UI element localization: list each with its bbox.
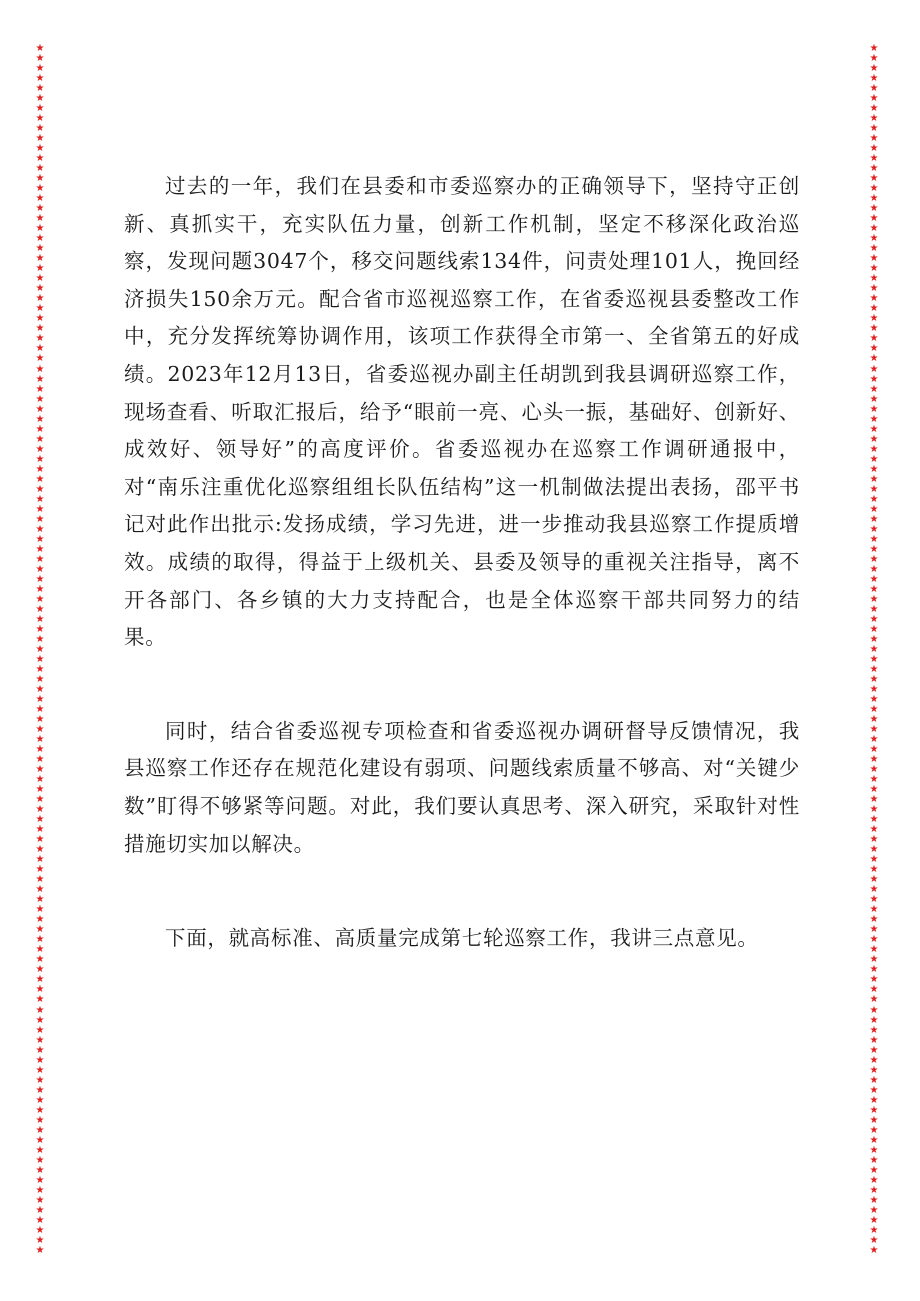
star-icon: ★ <box>35 1124 45 1136</box>
star-icon: ★ <box>35 914 45 926</box>
star-icon: ★ <box>35 283 45 295</box>
star-icon: ★ <box>35 894 45 906</box>
star-icon: ★ <box>869 373 879 385</box>
star-icon: ★ <box>35 593 45 605</box>
star-icon: ★ <box>869 263 879 275</box>
star-icon: ★ <box>869 874 879 886</box>
star-icon: ★ <box>869 1054 879 1066</box>
star-icon: ★ <box>35 44 45 54</box>
star-icon: ★ <box>35 633 45 645</box>
star-icon: ★ <box>35 1044 45 1056</box>
star-icon: ★ <box>869 804 879 816</box>
star-icon: ★ <box>35 363 45 375</box>
star-icon: ★ <box>35 513 45 525</box>
star-icon: ★ <box>35 63 45 75</box>
paragraph-opinions-intro: 下面，就高标准、高质量完成第七轮巡察工作，我讲三点意见。 <box>165 926 759 951</box>
star-icon: ★ <box>869 333 879 345</box>
star-icon: ★ <box>35 1114 45 1126</box>
star-icon: ★ <box>869 243 879 255</box>
star-icon: ★ <box>35 1234 45 1246</box>
star-icon: ★ <box>35 193 45 205</box>
star-icon: ★ <box>869 113 879 125</box>
star-icon: ★ <box>869 533 879 545</box>
star-icon: ★ <box>869 994 879 1006</box>
star-icon: ★ <box>869 834 879 846</box>
star-icon: ★ <box>35 673 45 685</box>
star-icon: ★ <box>869 964 879 976</box>
star-icon: ★ <box>35 443 45 455</box>
star-icon: ★ <box>869 293 879 305</box>
star-icon: ★ <box>869 473 879 485</box>
star-icon: ★ <box>35 133 45 145</box>
star-icon: ★ <box>869 483 879 495</box>
star-icon: ★ <box>35 824 45 836</box>
star-icon: ★ <box>869 904 879 916</box>
star-icon: ★ <box>35 1014 45 1026</box>
star-icon: ★ <box>35 163 45 175</box>
star-icon: ★ <box>869 203 879 215</box>
star-icon: ★ <box>35 1244 45 1256</box>
star-icon: ★ <box>869 754 879 766</box>
star-icon: ★ <box>35 263 45 275</box>
star-icon: ★ <box>35 563 45 575</box>
star-icon: ★ <box>869 463 879 475</box>
star-icon: ★ <box>35 223 45 235</box>
star-icon: ★ <box>35 253 45 265</box>
star-icon: ★ <box>869 163 879 175</box>
star-icon: ★ <box>35 313 45 325</box>
star-icon: ★ <box>869 854 879 866</box>
star-icon: ★ <box>869 83 879 95</box>
star-icon: ★ <box>869 774 879 786</box>
star-icon: ★ <box>35 994 45 1006</box>
star-icon: ★ <box>35 243 45 255</box>
star-icon: ★ <box>869 53 879 65</box>
star-icon: ★ <box>35 553 45 565</box>
star-icon: ★ <box>35 373 45 385</box>
star-icon: ★ <box>869 684 879 695</box>
star-icon: ★ <box>869 643 879 655</box>
star-icon: ★ <box>869 423 879 435</box>
star-icon: ★ <box>869 383 879 395</box>
star-icon: ★ <box>869 353 879 365</box>
star-icon: ★ <box>35 1154 45 1166</box>
star-icon: ★ <box>869 153 879 165</box>
star-icon: ★ <box>35 523 45 535</box>
star-icon: ★ <box>35 814 45 826</box>
star-icon: ★ <box>869 1194 879 1206</box>
star-icon: ★ <box>869 824 879 836</box>
star-icon: ★ <box>35 1024 45 1036</box>
star-icon: ★ <box>35 694 45 706</box>
star-icon: ★ <box>869 253 879 265</box>
star-icon: ★ <box>869 403 879 415</box>
star-icon: ★ <box>35 473 45 485</box>
star-icon: ★ <box>35 493 45 505</box>
star-icon: ★ <box>35 744 45 756</box>
star-icon: ★ <box>869 583 879 595</box>
star-icon: ★ <box>869 523 879 535</box>
star-icon: ★ <box>869 724 879 736</box>
star-icon: ★ <box>35 984 45 996</box>
star-icon: ★ <box>869 513 879 525</box>
star-icon: ★ <box>35 613 45 625</box>
star-icon: ★ <box>35 1054 45 1066</box>
star-icon: ★ <box>35 884 45 896</box>
star-icon: ★ <box>35 754 45 766</box>
star-icon: ★ <box>869 633 879 645</box>
star-icon: ★ <box>35 503 45 515</box>
star-icon: ★ <box>35 403 45 415</box>
star-icon: ★ <box>35 173 45 185</box>
star-icon: ★ <box>869 1114 879 1126</box>
star-icon: ★ <box>869 1244 879 1256</box>
star-icon: ★ <box>869 143 879 155</box>
star-icon: ★ <box>35 573 45 585</box>
star-icon: ★ <box>869 433 879 445</box>
star-icon: ★ <box>869 173 879 185</box>
star-icon: ★ <box>35 794 45 806</box>
star-icon: ★ <box>35 804 45 816</box>
star-icon: ★ <box>869 563 879 575</box>
star-icon: ★ <box>869 1064 879 1076</box>
star-icon: ★ <box>869 63 879 75</box>
star-icon: ★ <box>869 663 879 675</box>
star-icon: ★ <box>35 623 45 635</box>
star-icon: ★ <box>869 343 879 355</box>
star-icon: ★ <box>869 844 879 856</box>
star-icon: ★ <box>35 704 45 716</box>
star-icon: ★ <box>35 93 45 105</box>
star-icon: ★ <box>35 153 45 165</box>
star-icon: ★ <box>869 954 879 966</box>
star-icon: ★ <box>35 1224 45 1236</box>
star-icon: ★ <box>869 623 879 635</box>
star-icon: ★ <box>869 363 879 375</box>
star-icon: ★ <box>869 213 879 225</box>
star-icon: ★ <box>869 764 879 776</box>
star-icon: ★ <box>35 1194 45 1206</box>
star-icon: ★ <box>869 303 879 315</box>
star-icon: ★ <box>35 774 45 786</box>
star-icon: ★ <box>35 834 45 846</box>
star-icon: ★ <box>869 1214 879 1226</box>
star-icon: ★ <box>869 123 879 135</box>
star-icon: ★ <box>869 1164 879 1176</box>
star-icon: ★ <box>35 954 45 966</box>
star-icon: ★ <box>35 1164 45 1176</box>
star-icon: ★ <box>35 423 45 435</box>
star-icon: ★ <box>35 543 45 555</box>
star-icon: ★ <box>869 1094 879 1106</box>
star-icon: ★ <box>869 73 879 85</box>
star-icon: ★ <box>869 1044 879 1056</box>
star-icon: ★ <box>35 393 45 405</box>
star-icon: ★ <box>35 1204 45 1216</box>
star-icon: ★ <box>35 1064 45 1076</box>
paragraph-achievements: 过去的一年，我们在县委和市委巡察办的正确领导下，坚持守正创新、真抓实干，充实队伍力量，创新工作机制，坚定不移深化政治巡察，发现问题3047个，移交问题线索134件，问责处理101人，挽回经济损失150余万元。配合省市巡视巡察工作，在省委巡视县委整改工作中，充分发挥统筹协调作用，该项工作获得全市第一、全省第五的好成绩。2023年12月13日，省委巡视办副主任胡凯到我县调研巡察工作，现场查看、听取汇报后，给予“眼前一亮、心头一振，基础好、创新好、成效好、领导好”的高度评价。省委巡视办在巡察工作调研通报中，对“南乐注重优化巡察组组长队伍结构”这一机制做法提出表扬，邵平书记对此作出批示:发扬成绩，学习先进，进一步推动我县巡察工作提质增效。成绩的取得，得益于上级机关、县委及领导的重视关注指导，离不开各部门、各乡镇的大力支持配合，也是全体巡察干部共同努力的结果。 <box>124 174 800 650</box>
paragraph-shortcomings: 同时，结合省委巡视专项检查和省委巡视办调研督导反馈情况，我县巡察工作还存在规范化建设有弱项、问题线索质量不够高、对“关键少数”盯得不够紧等问题。对此，我们要认真思考、深入研究，采取针对性措施切实加以解决。 <box>124 718 800 856</box>
star-icon: ★ <box>35 353 45 365</box>
star-icon: ★ <box>35 413 45 425</box>
star-icon: ★ <box>869 1074 879 1086</box>
document-body <box>124 168 800 958</box>
star-icon: ★ <box>35 323 45 335</box>
star-icon: ★ <box>35 183 45 195</box>
star-icon: ★ <box>35 1084 45 1096</box>
star-icon: ★ <box>869 984 879 996</box>
star-icon: ★ <box>869 413 879 425</box>
star-icon: ★ <box>869 714 879 726</box>
star-icon: ★ <box>35 603 45 615</box>
star-icon: ★ <box>35 974 45 986</box>
star-icon: ★ <box>35 944 45 956</box>
star-icon: ★ <box>869 794 879 806</box>
star-icon: ★ <box>869 694 879 706</box>
star-icon: ★ <box>35 653 45 665</box>
star-icon: ★ <box>35 1184 45 1196</box>
star-icon: ★ <box>869 193 879 205</box>
star-icon: ★ <box>869 233 879 245</box>
star-icon: ★ <box>35 1074 45 1086</box>
star-icon: ★ <box>869 814 879 826</box>
star-icon: ★ <box>869 1084 879 1096</box>
star-icon: ★ <box>35 663 45 675</box>
star-icon: ★ <box>869 453 879 465</box>
star-icon: ★ <box>869 313 879 325</box>
star-icon: ★ <box>35 233 45 245</box>
star-icon: ★ <box>35 333 45 345</box>
star-icon: ★ <box>869 864 879 876</box>
star-icon: ★ <box>869 543 879 555</box>
star-icon: ★ <box>869 884 879 896</box>
star-icon: ★ <box>869 744 879 756</box>
star-icon: ★ <box>869 133 879 145</box>
star-icon: ★ <box>869 93 879 105</box>
star-icon: ★ <box>869 44 879 54</box>
star-icon: ★ <box>35 1104 45 1116</box>
star-icon: ★ <box>869 944 879 956</box>
star-icon: ★ <box>35 874 45 886</box>
star-icon: ★ <box>35 714 45 726</box>
star-icon: ★ <box>869 894 879 906</box>
star-icon: ★ <box>869 1024 879 1036</box>
star-icon: ★ <box>869 1204 879 1216</box>
star-icon: ★ <box>869 273 879 285</box>
star-icon: ★ <box>869 1134 879 1146</box>
star-icon: ★ <box>35 213 45 225</box>
star-icon: ★ <box>35 383 45 395</box>
star-icon: ★ <box>35 103 45 115</box>
star-icon: ★ <box>35 293 45 305</box>
star-icon: ★ <box>35 964 45 976</box>
star-icon: ★ <box>869 393 879 405</box>
star-icon: ★ <box>35 854 45 866</box>
star-icon: ★ <box>869 443 879 455</box>
star-icon: ★ <box>35 904 45 916</box>
star-icon: ★ <box>35 113 45 125</box>
star-icon: ★ <box>35 453 45 465</box>
star-icon: ★ <box>35 433 45 445</box>
star-icon: ★ <box>35 273 45 285</box>
star-icon: ★ <box>35 1034 45 1046</box>
star-icon: ★ <box>35 784 45 796</box>
star-icon: ★ <box>869 784 879 796</box>
star-icon: ★ <box>35 924 45 936</box>
star-icon: ★ <box>35 1174 45 1186</box>
star-icon: ★ <box>35 684 45 695</box>
star-icon: ★ <box>35 1134 45 1146</box>
star-icon: ★ <box>35 143 45 155</box>
star-icon: ★ <box>35 463 45 475</box>
star-icon: ★ <box>869 593 879 605</box>
star-icon: ★ <box>35 734 45 746</box>
star-icon: ★ <box>869 974 879 986</box>
star-icon: ★ <box>35 343 45 355</box>
star-icon: ★ <box>869 704 879 716</box>
left-star-border <box>33 44 47 1256</box>
star-icon: ★ <box>869 914 879 926</box>
star-icon: ★ <box>35 303 45 315</box>
star-icon: ★ <box>35 1214 45 1226</box>
star-icon: ★ <box>35 1094 45 1106</box>
star-icon: ★ <box>869 653 879 665</box>
star-icon: ★ <box>869 1034 879 1046</box>
star-icon: ★ <box>869 734 879 746</box>
star-icon: ★ <box>35 764 45 776</box>
star-icon: ★ <box>35 844 45 856</box>
star-icon: ★ <box>869 283 879 295</box>
star-icon: ★ <box>35 533 45 545</box>
star-icon: ★ <box>869 1184 879 1196</box>
star-icon: ★ <box>869 924 879 936</box>
star-icon: ★ <box>35 73 45 85</box>
star-icon: ★ <box>35 864 45 876</box>
star-icon: ★ <box>869 1154 879 1166</box>
star-icon: ★ <box>869 1124 879 1136</box>
star-icon: ★ <box>35 934 45 946</box>
star-icon: ★ <box>869 1144 879 1156</box>
star-icon: ★ <box>35 53 45 65</box>
star-icon: ★ <box>869 223 879 235</box>
star-icon: ★ <box>869 613 879 625</box>
right-star-border <box>867 44 881 1256</box>
star-icon: ★ <box>869 573 879 585</box>
star-icon: ★ <box>869 934 879 946</box>
star-icon: ★ <box>35 1144 45 1156</box>
star-icon: ★ <box>869 103 879 115</box>
star-icon: ★ <box>869 1234 879 1246</box>
star-icon: ★ <box>35 123 45 135</box>
star-icon: ★ <box>869 673 879 685</box>
star-icon: ★ <box>869 493 879 505</box>
star-icon: ★ <box>869 183 879 195</box>
star-icon: ★ <box>35 1004 45 1016</box>
star-icon: ★ <box>869 503 879 515</box>
star-icon: ★ <box>869 1174 879 1186</box>
star-icon: ★ <box>869 1004 879 1016</box>
star-icon: ★ <box>35 83 45 95</box>
star-icon: ★ <box>869 603 879 615</box>
star-icon: ★ <box>35 724 45 736</box>
star-icon: ★ <box>869 323 879 335</box>
star-icon: ★ <box>869 553 879 565</box>
star-icon: ★ <box>869 1224 879 1236</box>
star-icon: ★ <box>35 583 45 595</box>
star-icon: ★ <box>869 1104 879 1116</box>
star-icon: ★ <box>35 203 45 215</box>
star-icon: ★ <box>35 643 45 655</box>
star-icon: ★ <box>35 483 45 495</box>
star-icon: ★ <box>869 1014 879 1026</box>
